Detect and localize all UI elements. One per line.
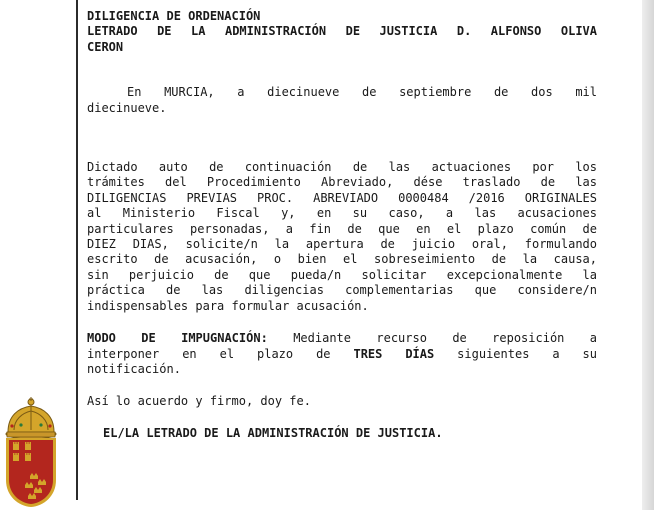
body-line: DILIGENCIAS PREVIAS PROC. ABREVIADO 0000484 /2016 ORIGINALES [87, 190, 597, 205]
body-line: particulares personadas, a fin de que en el plazo común de [87, 221, 597, 236]
impugnacion-line-1 [87, 331, 597, 346]
heading-line-3: CERON [87, 39, 124, 54]
impugnacion-text-2b: siguientes a su [434, 346, 597, 361]
document-body [87, 9, 597, 441]
body-paragraph [87, 160, 597, 314]
page-edge-shadow [642, 0, 654, 510]
closing-line: Así lo acuerdo y firmo, doy fe. [87, 394, 311, 409]
margin-rule [76, 0, 78, 500]
body-line: al Ministerio Fiscal y, en su caso, a las acusaciones [87, 206, 597, 221]
place-date-line-2: diecinueve. [87, 100, 167, 115]
body-last-line: indispensables para formular acusación. [87, 298, 369, 313]
impugnacion-label: MODO DE IMPUGNACIÓN: [87, 331, 268, 346]
impugnacion-line-3: notificación. [87, 361, 181, 376]
body-line: sin perjuicio de que pueda/n solicitar excepcionalmente la [87, 267, 597, 282]
impugnacion-paragraph [87, 331, 597, 377]
body-line: trámites del Procedimiento Abreviado, dése traslado de las [87, 175, 597, 190]
region-of-murcia-coat-of-arms-icon [0, 396, 62, 508]
impugnacion-text-1: Mediante recurso de reposición a [267, 331, 597, 346]
impugnacion-text-2a: interponer en el plazo de [87, 346, 354, 361]
heading-line-2: LETRADO DE LA ADMINISTRACIÓN DE JUSTICIA D. ALFONSO OLIVA [87, 24, 597, 39]
body-line: escrito de acusación, o bien el sobreseimiento de la causa, [87, 252, 597, 267]
crown-icon [6, 397, 56, 439]
heading-line-1: DILIGENCIA DE ORDENACIÓN [87, 9, 261, 23]
body-line: DIEZ DIAS, solicite/n la apertura de juicio oral, formulando [87, 237, 597, 252]
place-date-line-1: En MURCIA, a diecinueve de septiembre de dos mil [127, 85, 597, 100]
shield-icon [6, 438, 56, 507]
impugnacion-line-2 [87, 347, 597, 362]
body-line: práctica de las diligencias complementarias que considere/n [87, 283, 597, 298]
body-line: Dictado auto de continuación de las actuaciones por los [87, 160, 597, 175]
signature-line: EL/LA LETRADO DE LA ADMINISTRACIÓN DE JUSTICIA. [103, 425, 443, 440]
impugnacion-days: TRES DÍAS [353, 346, 435, 361]
